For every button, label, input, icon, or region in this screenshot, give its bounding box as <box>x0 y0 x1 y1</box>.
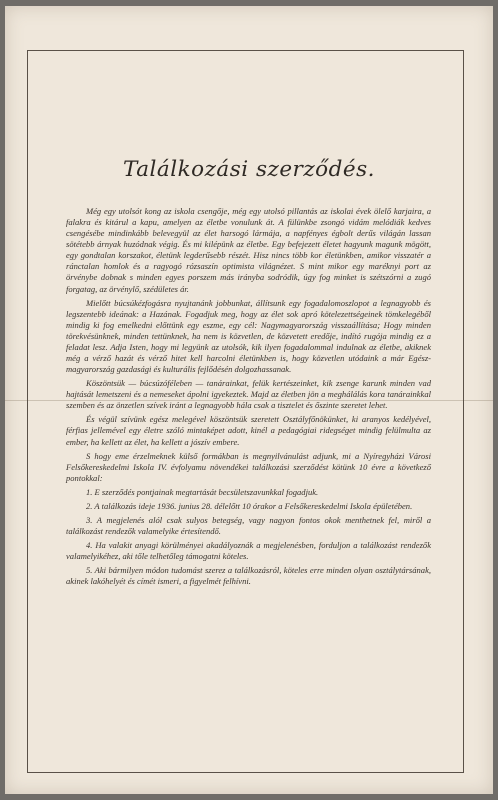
contract-point: 4. Ha valakit anyagi körülményei akadályoznák a megjelenésben, forduljon a találkozást rendezők valamelyikéhez, aki tőle telhetőleg támogatni köteles. <box>66 540 431 562</box>
paragraph-form-master: És végül szívünk egész melegével köszöntsük szeretett Osztályfőnökünket, ki aranyos kedélyével, férfias jellemével egy életre szóló mintaképet adott, kinél a pedagógiai ridegséget mindig felülmulta az ember, ha kellett az élet, ha kellett a jószív embere. <box>66 414 431 447</box>
paragraph-pledge: Mielőtt búcsúkézfogásra nyujtanánk jobbunkat, állítsunk egy fogadalomoszlopot a legnagyobb és legszentebb ideának: a Hazának. Fogadjuk meg, hogy az élet sok apró kötelezettségeinek tömkelegéből mindig ki fog emelkedni előttünk egy eszme, egy cél: Nagymagyarország visszaállítása; Hogy minden törekvésünknek, minden tettünknek, ha nem is közvetlen, de közvetett eredője, indító rugója mindig ez a feladat lesz. Adja Isten, hogy mi legyünk az utolsók, kik ilyen fogadalommal indulnak az életbe, akiknek még a vérző hazát és vérző hitet kell harcolni életünkben is, hogy közvetlen utódaink a már Egész-magyarország gazdasági és kulturális fejlődésén dolgozhassanak. <box>66 297 431 375</box>
contract-point: 5. Aki bármilyen módon tudomást szerez a találkozásról, köteles erre minden olyan osztálytársának, akinek lakóhelyét és címét ismeri, a figyelmét felhívni. <box>66 565 431 587</box>
contract-point: 2. A találkozás ideje 1936. junius 28. délelőtt 10 órakor a Felsőkereskedelmi Iskola épületében. <box>86 500 413 511</box>
paragraph-teachers: Köszöntsük — búcsúzóféleben — tanárainkat, felük kertészeinket, kik zsenge karunk minden vad hajtását lemetszeni és a nemeseket ápolni igyekeztek. Majd az életben jön a meghálálás kora tanárainkkal szemben és az önzetlen szívek iránt a legnagyobb hála csak a tisztelet és őszinte szeretet lehet. <box>66 378 431 411</box>
paragraph-contract-intro: S hogy eme érzelmeknek külső formákban is megnyilvánulást adjunk, mi a Nyíregyházi Városi Felsőkereskedelmi Iskola IV. évfolyamu növendékei találkozási szerződést kötünk 10 évre a következő pontokkal: <box>66 450 431 483</box>
contract-points <box>66 487 431 588</box>
contract-point: 3. A megjelenés alól csak sulyos betegség, vagy nagyon fontos okok menthetnek fel, miről a találkozást rendezők valamelyike értesítendő. <box>66 515 431 537</box>
paragraph-intro: Még egy utolsót kong az iskola csengője, még egy utolsó pillantás az iskolai évek ölelő karjaira, a falakra és kitárul a kapu, amelyen az életbe vonulunk át. A fülünkbe zsongó vidám melódiák kedves csengésébe mindinkább belevegyül az élet harsogó lármája, a napfényes égbolt derűs világán lassan sötétebb árnyak huzódnak végig. És mi kilépünk az életbe. Egy befejezett életet hagyunk magunk mögött, egy gondtalan korszakot, életünk legderűsebb részét. Hisz nincs több kor életünkben, amikor visszatér a ránctalan homlok és a ragyogó rózsaszín optimista világnézet. S mint mikor egy maréknyi port az örvénybe dobnak s minden egyes porszem más irányba sodródik, úgy fog minket is szétszórni a zugó forgatag, az örvénylő, szédületes ár. <box>66 206 431 294</box>
contract-point: 1. E szerződés pontjainak megtartását becsületszavunkkal fogadjuk. <box>86 486 319 497</box>
document-title: Találkozási szerződés. <box>123 157 375 182</box>
document-body <box>66 206 431 591</box>
